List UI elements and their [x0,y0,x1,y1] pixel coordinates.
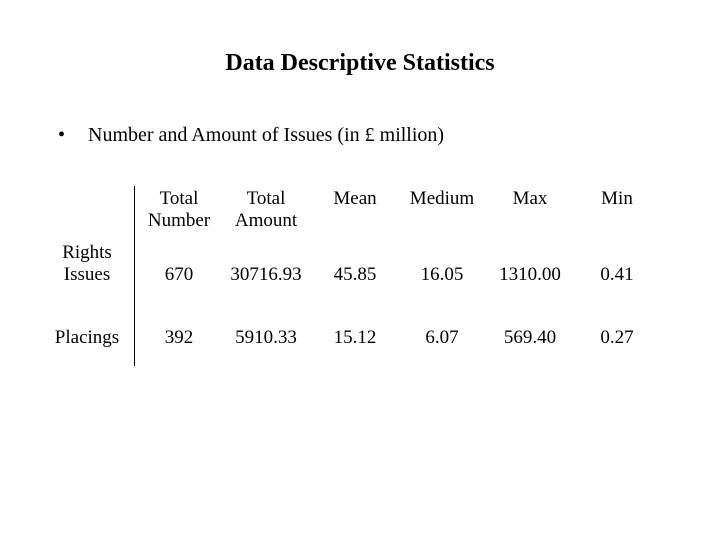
header-total-amount: Total Amount [234,188,298,231]
row-label-rights-issues: Rights Issues [62,242,112,285]
table-divider [134,186,135,366]
bullet-marker: • [58,124,66,146]
cell-placings-total-amount: 5910.33 [235,327,297,348]
row-label-placings: Placings [54,327,120,348]
cell-rights-min: 0.41 [600,264,634,285]
cell-placings-mean: 15.12 [333,327,377,348]
cell-rights-total-amount: 30716.93 [230,264,302,285]
header-total-number: Total Number [147,188,211,231]
cell-rights-max: 1310.00 [499,264,561,285]
header-medium: Medium [409,188,475,209]
header-min: Min [601,188,633,209]
bullet-text: Number and Amount of Issues (in £ million) [88,124,445,146]
cell-rights-mean: 45.85 [333,264,377,285]
header-mean: Mean [333,188,377,209]
cell-placings-max: 569.40 [503,327,557,348]
cell-rights-total-number: 670 [164,264,194,285]
slide-title: Data Descriptive Statistics [225,50,495,76]
cell-placings-medium: 6.07 [425,327,459,348]
cell-placings-min: 0.27 [600,327,634,348]
cell-rights-medium: 16.05 [420,264,464,285]
header-max: Max [512,188,548,209]
cell-placings-total-number: 392 [164,327,194,348]
